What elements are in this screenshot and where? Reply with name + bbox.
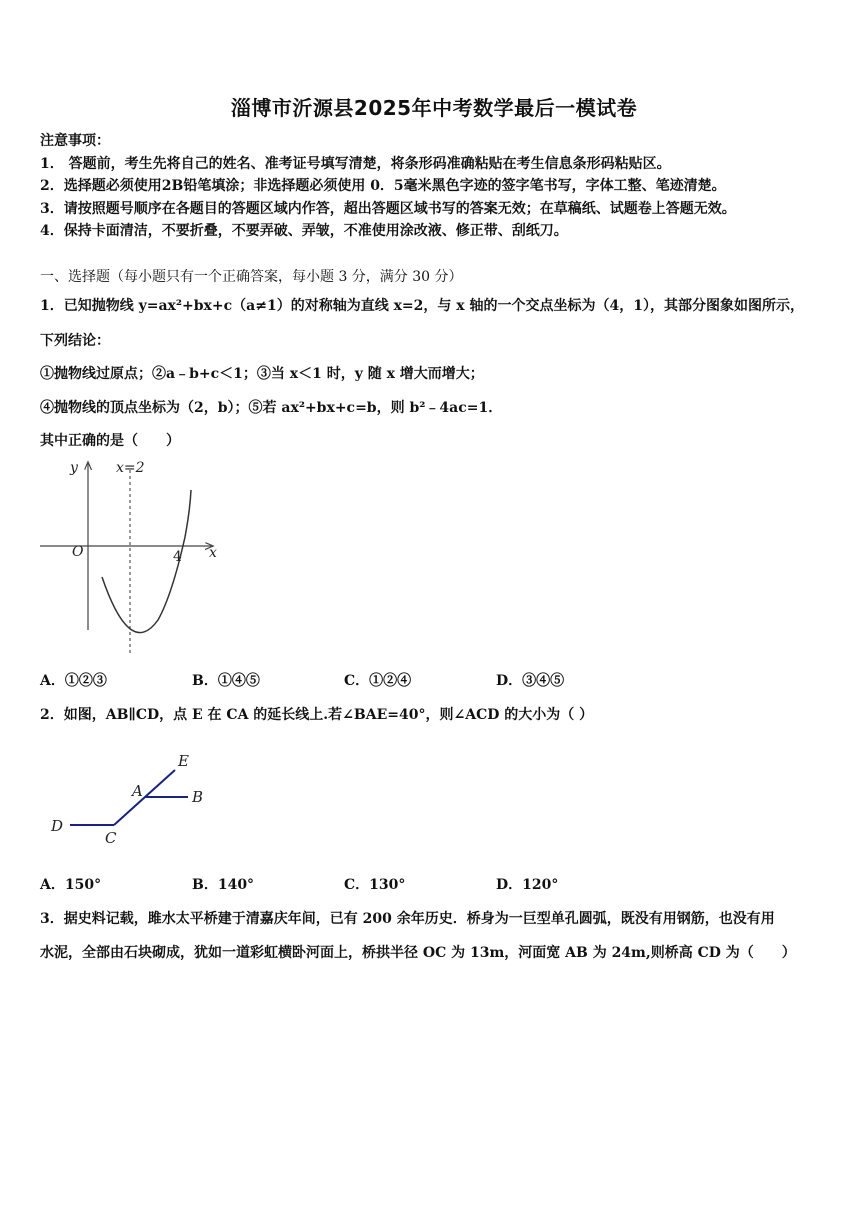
label-b: B	[192, 788, 204, 806]
q1-line5: 其中正确的是（ ）	[40, 433, 180, 449]
q1-option-b[interactable]: B．①④⑤	[192, 673, 260, 689]
notice-item-3: 3．请按照题号顺序在各题目的答题区域内作答，超出答题区域书写的答案无效；在草稿纸、试题卷上答题无效。	[40, 201, 736, 217]
label-e: E	[178, 752, 189, 770]
notice-item-2: 2．选择题必须使用2B铅笔填涂；非选择题必须使用 0．5毫米黑色字迹的签字笔书写，字体工整、笔迹清楚。	[40, 178, 726, 194]
q1-line3: ①抛物线过原点；②a﹣b+c＜1；③当 x＜1 时，y 随 x 增大而增大；	[40, 366, 484, 382]
origin-label: O	[72, 544, 84, 560]
page-title: 淄博市沂源县2025年中考数学最后一模试卷	[230, 96, 638, 120]
notice-item-1: 1． 答题前，考生先将自己的姓名、准考证号填写清楚，将条形码准确粘贴在考生信息条形码粘贴区。	[40, 156, 671, 172]
q2-parallel-figure	[45, 745, 225, 855]
q1-option-a[interactable]: A．①②③	[40, 673, 107, 689]
section-heading: 一、选择题（每小题只有一个正确答案，每小题 3 分，满分 30 分）	[40, 269, 463, 285]
q1-line2: 下列结论：	[40, 333, 110, 349]
q3-line2: 水泥，全部由石块砌成，犹如一道彩虹横卧河面上，桥拱半径 OC 为 13m，河面宽 AB 为 24m,则桥高 CD 为（ ）	[40, 945, 796, 961]
root-label: 4	[173, 549, 182, 565]
label-a: A	[132, 782, 143, 800]
q3-line1: 3．据史料记载，雎水太平桥建于清嘉庆年间，已有 200 余年历史．桥身为一巨型单孔圆弧，既没有用钢筋，也没有用	[40, 911, 775, 927]
label-c: C	[105, 829, 117, 847]
q2-option-c[interactable]: C．130°	[344, 877, 406, 893]
q2-stem: 2．如图，AB∥CD，点 E 在 CA 的延长线上.若∠BAE=40°，则∠ACD 的大小为（ ）	[40, 707, 594, 723]
q2-option-b[interactable]: B．140°	[192, 877, 255, 893]
q1-option-d[interactable]: D．③④⑤	[496, 673, 565, 689]
notice-item-4: 4．保持卡面清洁，不要折叠，不要弄破、弄皱，不准使用涂改液、修正带、刮纸刀。	[40, 223, 568, 239]
x-axis-label: x	[209, 545, 217, 561]
q2-option-d[interactable]: D．120°	[496, 877, 559, 893]
label-d: D	[51, 817, 64, 835]
q1-stem: 1．已知抛物线 y=ax²+bx+c（a≠1）的对称轴为直线 x=2，与 x 轴的一个交点坐标为（4，1），其部分图象如图所示，	[40, 298, 804, 314]
symmetry-axis-label: x=2	[116, 460, 145, 476]
q1-line4: ④抛物线的顶点坐标为（2，b）；⑤若 ax²+bx+c=b，则 b²﹣4ac=1．	[40, 400, 503, 416]
q1-option-c[interactable]: C．①②④	[344, 673, 412, 689]
q1-parabola-figure	[30, 455, 230, 660]
notice-heading: 注意事项：	[40, 133, 110, 149]
q2-option-a[interactable]: A．150°	[40, 877, 102, 893]
y-axis-label: y	[70, 460, 78, 476]
